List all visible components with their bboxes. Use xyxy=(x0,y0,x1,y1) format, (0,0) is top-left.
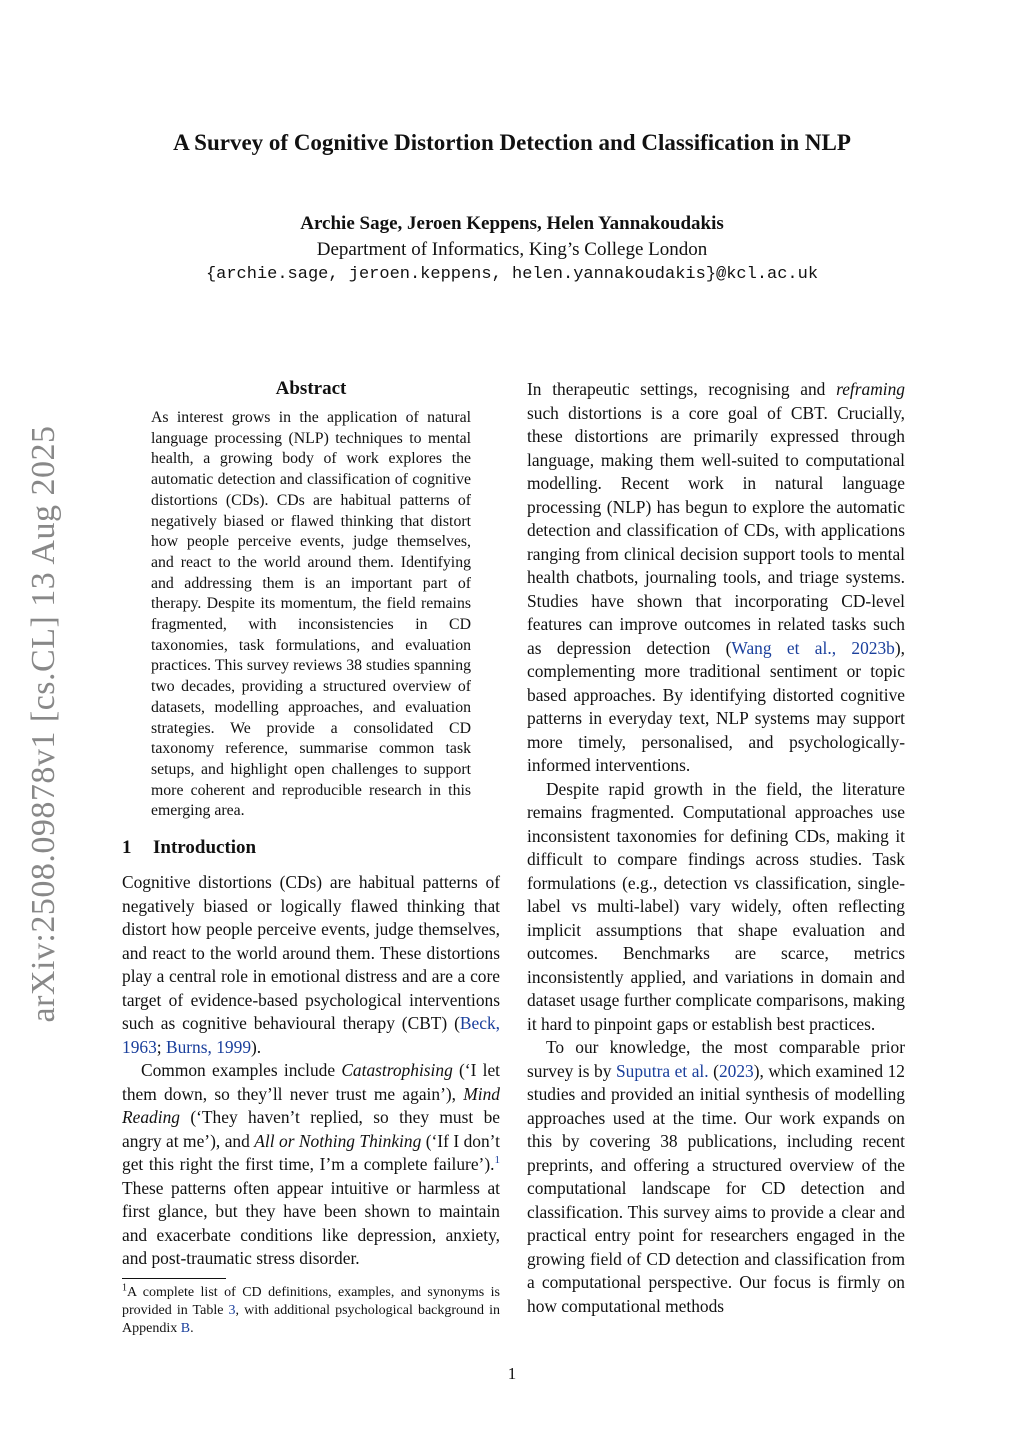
citation-suputra-author[interactable]: Suputra et al. xyxy=(615,1060,709,1081)
footnote-1: $^1$A complete list of CD definitions, examples, and synonyms is provided in Table 3, with additional psychological background in Appendix B. xyxy=(122,1281,500,1336)
term-all-or-nothing: All or Nothing Thinking xyxy=(254,1130,422,1151)
author-emails: {archie.sage, jeroen.keppens, helen.yannakoudakis}@kcl.ac.uk xyxy=(205,265,819,284)
author-names: Archie Sage, Jeroen Keppens, Helen Yannakoudakis xyxy=(300,213,724,234)
term-mind-reading: Mind Reading xyxy=(122,1083,500,1128)
citation-wang[interactable]: Wang et al., 2023b xyxy=(731,637,895,658)
author-block xyxy=(0,210,1024,288)
intro-paragraph-5: To our knowledge, the most comparable prior survey is by Suputra et al. (2023), which examined 12 studies and provided an initial synthesis of modelling approaches used at the time. Our work expands on this by covering 38 publications, including recent preprints, and offering a structured overview of the computational landscape for CD detection and classification. This survey aims to provide a clear and practical entry point for researchers engaged in the growing field of CD detection and classification from a computational perspective. Our focus is firmly on how computational methods xyxy=(527,1037,906,1316)
page-number: 1 xyxy=(507,1364,517,1383)
right-column xyxy=(527,378,905,1318)
intro-paragraph-4: Despite rapid growth in the field, the literature remains fragmented. Computational approaches use inconsistent taxonomies for defining CDs, making it difficult to compare findings across studies. Task formulations (e.g., detection vs classification, single-label vs multi-label) vary widely, often reflecting implicit assumptions that shape evaluation and outcomes. Benchmarks are scarce, metrics inconsistently applied, and variations in domain and dataset usage further complicate comparisons, making it hard to pinpoint gaps or establish best practices. xyxy=(527,778,905,1034)
term-reframing: reframing xyxy=(836,379,905,399)
citation-beck[interactable]: Beck, 1963 xyxy=(122,1013,500,1057)
intro-paragraph-3: In therapeutic settings, recognising and reframing such distortions is a core goal of CBT. Crucially, these distortions are primarily expressed through language, making them well-suited to computational modelling. Recent work in natural language processing (NLP) has begun to explore the automatic detection and classification of CDs, with applications ranging from clinical decision support tools to mental health chatbots, journaling tools, and triage systems. Studies have shown that incorporating CD-level features can improve outcomes in related tasks such as depression detection (Wang et al., 2023b), complementing more traditional sentiment or topic based approaches. By identifying distorted cognitive patterns in everyday text, NLP systems may support more timely, personalised, and psychologically-informed interventions. xyxy=(527,379,905,775)
footnote-marker[interactable]: 1 xyxy=(494,1154,500,1167)
section-number: 1 xyxy=(122,837,132,859)
abstract-body: As interest grows in the application of natural language processing (NLP) techniques to mental health, a growing body of work explores the automatic detection and classification of cognitive distortions (CDs). CDs are habitual patterns of negatively biased or flawed thinking that distort how people perceive events, judge themselves, and react to the world around them. Identifying and addressing them is an important part of therapy. Despite its momentum, the field remains fragmented, with inconsistencies in CD taxonomies, task formulations, and evaluation practices. This survey reviews 38 studies spanning two decades, providing a structured overview of datasets, modelling approaches, and evaluation strategies. We provide a consolidated CD taxonomy reference, summarise common task setups, and highlight open challenges to support more coherent and reproducible research in this emerging area. xyxy=(151,409,471,820)
left-column xyxy=(122,378,500,1338)
section-title: Introduction xyxy=(153,837,257,859)
section-heading-introduction xyxy=(122,837,500,859)
term-catastrophising: Catastrophising xyxy=(341,1060,453,1081)
abstract-heading: Abstract xyxy=(275,378,347,399)
footnote-divider xyxy=(122,1278,226,1279)
intro-paragraph-1: Cognitive distortions (CDs) are habitual patterns of negatively biased or logically flawed thinking that distort how people perceive events, judge themselves, and react to the world around them. These distortions play a central role in emotional distress and are a core target of evidence-based psychological interventions such as cognitive behavioural therapy (CBT) (Beck, 1963; Burns, 1999). xyxy=(122,872,500,1057)
intro-paragraph-2: Common examples include Catastrophising (‘I let them down, so they’ll never trust me again’), Mind Reading (‘They haven’t replied, so they must be angry at me’), and All or Nothing Thinking (‘If I don’t get this right the first time, I’m a complete failure’).$^1$ These patterns often appear intuitive or harmless at first glance, but they have been shown to maintain and exacerbate conditions like depression, anxiety, and post-traumatic stress disorder. xyxy=(122,1060,500,1269)
ref-appendix-b[interactable]: B xyxy=(180,1320,191,1336)
citation-burns[interactable]: Burns, 1999 xyxy=(165,1036,252,1057)
citation-suputra-year[interactable]: 2023 xyxy=(718,1060,754,1081)
affiliation: Department of Informatics, King’s College London xyxy=(316,239,708,260)
paper-title: A Survey of Cognitive Distortion Detection and Classification in NLP xyxy=(173,130,851,155)
arxiv-identifier: arXiv:2508.09878v1 [cs.CL] 13 Aug 2025 xyxy=(25,425,62,1023)
ref-table-3[interactable]: 3 xyxy=(228,1302,236,1318)
